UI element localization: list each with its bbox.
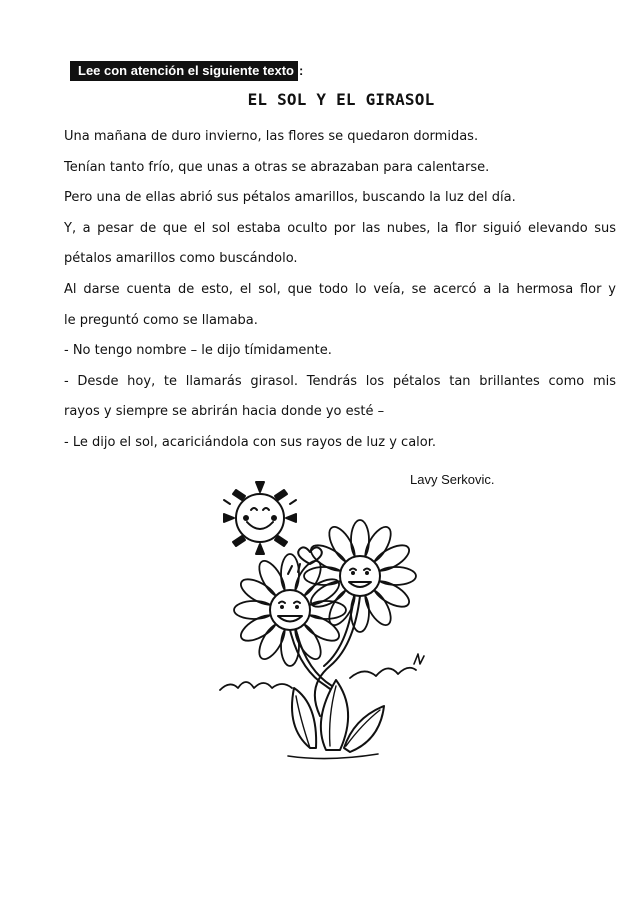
story-line: le preguntó como se llamaba. (64, 312, 258, 328)
story-line: Y, a pesar de que el sol estaba oculto por las nubes, la flor siguió elevando sus (64, 220, 616, 236)
instruction-banner (70, 61, 303, 80)
story-line: Tenían tanto frío, que unas a otras se abrazaban para calentarse. (64, 159, 490, 175)
story-line: - No tengo nombre – le dijo tímidamente. (64, 343, 332, 359)
story-line: Al darse cuenta de esto, el sol, que todo lo veía, se acercó a la hermosa flor y (64, 281, 616, 297)
story-line: Una mañana de duro invierno, las flores se quedaron dormidas. (64, 129, 479, 144)
sun-icon (224, 482, 296, 554)
story-line: Pero una de ellas abrió sus pétalos amarillos, buscando la luz del día. (64, 190, 516, 206)
story-line: rayos y siempre se abrirán hacia donde yo esté – (64, 404, 385, 420)
sunflower-icon (304, 520, 416, 632)
author-signature: Lavy Serkovic. (410, 472, 495, 487)
instruction-label: Lee con atención el siguiente texto (70, 61, 298, 81)
instruction-colon: : (299, 63, 304, 78)
story-line: pétalos amarillos como buscándolo. (64, 251, 298, 267)
page-title (0, 90, 638, 109)
leaf-icon (292, 680, 384, 752)
story-line: - Le dijo el sol, acariciándola con sus rayos de luz y calor. (64, 434, 437, 450)
title-text: EL SOL Y EL GIRASOL (247, 90, 435, 109)
sun-and-sunflower-illustration (200, 478, 440, 768)
story-text (64, 122, 616, 459)
story-line: - Desde hoy, te llamarás girasol. Tendrás los pétalos tan brillantes como mis (64, 373, 616, 389)
